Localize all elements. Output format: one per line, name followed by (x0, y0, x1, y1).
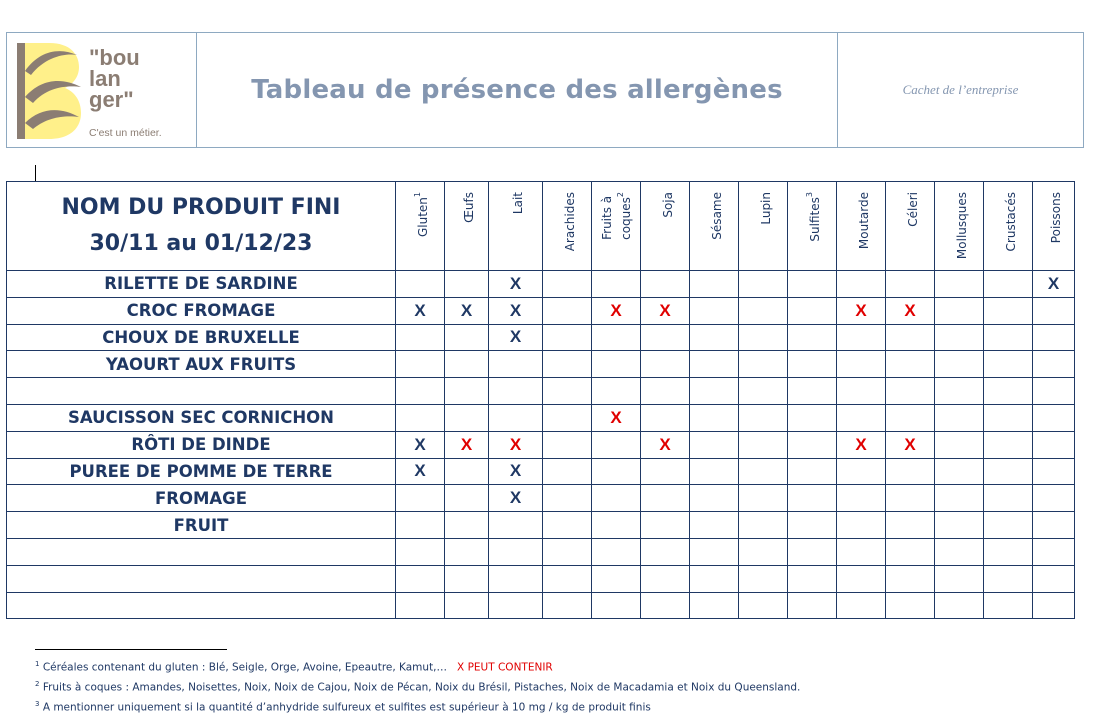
allergen-cell (935, 271, 984, 298)
allergen-cell (592, 458, 641, 485)
allergen-header (935, 182, 984, 271)
allergen-cell (788, 592, 837, 619)
allergen-cell (886, 297, 935, 324)
allergen-header (837, 182, 886, 271)
allergen-cell (592, 351, 641, 378)
allergen-cell (396, 538, 445, 565)
allergen-cell (739, 458, 788, 485)
allergen-cell (739, 565, 788, 592)
allergen-cell (543, 271, 592, 298)
allergen-cell (984, 458, 1033, 485)
allergen-cell (396, 592, 445, 619)
allergen-cell (788, 485, 837, 512)
contains-mark: X (460, 300, 473, 320)
allergen-header (788, 182, 837, 271)
allergen-cell (788, 351, 837, 378)
product-name-cell: CHOUX DE BRUXELLE (7, 324, 396, 351)
allergen-cell (592, 565, 641, 592)
allergen-label: Mollusques (954, 192, 969, 260)
title-cell (197, 33, 838, 147)
allergen-cell (489, 512, 543, 539)
allergen-label: Céleri (905, 192, 920, 227)
allergen-cell (1033, 351, 1075, 378)
allergen-cell (788, 565, 837, 592)
allergen-cell (641, 297, 690, 324)
allergen-cell (396, 485, 445, 512)
contains-mark: X (509, 273, 522, 293)
allergen-header (592, 182, 641, 271)
product-name-cell (7, 378, 396, 405)
allergen-cell (592, 512, 641, 539)
allergen-cell (690, 592, 739, 619)
allergen-cell (543, 592, 592, 619)
contains-mark: X (414, 300, 426, 320)
allergen-header (739, 182, 788, 271)
product-column-header (7, 182, 396, 271)
allergen-cell (935, 324, 984, 351)
contains-mark: X (414, 461, 426, 481)
legend-may-contain: X PEUT CONTENIR (457, 661, 553, 674)
allergen-label: Œufs (462, 192, 476, 223)
table-row (7, 485, 1075, 512)
document-header (6, 32, 1084, 148)
allergen-cell (543, 458, 592, 485)
allergen-cell (641, 404, 690, 431)
allergen-cell (1033, 458, 1075, 485)
allergen-cell (739, 351, 788, 378)
allergen-header (543, 182, 592, 271)
contains-mark: X (1047, 273, 1060, 293)
allergen-header (1033, 182, 1075, 271)
allergen-label: Sésame (709, 192, 724, 240)
may-contain-mark: X (610, 300, 622, 320)
allergen-cell (886, 431, 935, 458)
allergen-cell (445, 485, 489, 512)
allergen-cell (641, 485, 690, 512)
allergen-cell (592, 592, 641, 619)
logo-cell (7, 33, 197, 147)
allergen-cell (489, 324, 543, 351)
allergen-cell (445, 458, 489, 485)
allergen-cell (445, 324, 489, 351)
table-row (7, 565, 1075, 592)
allergen-cell (739, 271, 788, 298)
table-header-row (7, 182, 1075, 271)
product-name-cell: PUREE DE POMME DE TERRE (7, 458, 396, 485)
allergen-cell (1033, 431, 1075, 458)
allergen-cell (543, 297, 592, 324)
allergen-cell (489, 592, 543, 619)
footnote-separator (35, 649, 227, 650)
footnotes (35, 656, 800, 716)
allergen-cell (690, 378, 739, 405)
allergen-cell (641, 324, 690, 351)
allergen-cell (690, 512, 739, 539)
allergen-cell (445, 592, 489, 619)
table-body (7, 271, 1075, 619)
allergen-cell (788, 271, 837, 298)
allergen-cell (489, 271, 543, 298)
allergen-cell (984, 565, 1033, 592)
allergen-cell (837, 351, 886, 378)
allergen-cell (592, 485, 641, 512)
allergen-cell (445, 512, 489, 539)
table-row (7, 324, 1075, 351)
product-name-cell: RÔTI DE DINDE (7, 431, 396, 458)
product-name-cell (7, 565, 396, 592)
allergen-cell (445, 404, 489, 431)
allergen-cell (984, 404, 1033, 431)
allergen-cell (739, 324, 788, 351)
allergen-cell (837, 458, 886, 485)
allergen-cell (489, 458, 543, 485)
allergen-cell (984, 378, 1033, 405)
table-row (7, 458, 1075, 485)
allergen-cell (489, 378, 543, 405)
product-name-cell: FROMAGE (7, 485, 396, 512)
allergen-cell (935, 485, 984, 512)
contains-mark: X (509, 488, 522, 508)
allergen-cell (1033, 271, 1075, 298)
allergen-cell (837, 485, 886, 512)
allergen-cell (592, 297, 641, 324)
text-cursor (35, 165, 36, 181)
allergen-cell (1033, 565, 1075, 592)
allergen-cell (984, 271, 1033, 298)
allergen-label: Poissons (1049, 192, 1063, 244)
allergen-cell (489, 431, 543, 458)
contains-mark: X (509, 300, 522, 320)
footnote-3: $^3$ A mentionner uniquement si la quantité d’anhydride sulfureux et sulfites est supérieur à 10 mg / kg de produit finis (35, 700, 651, 714)
allergen-cell (837, 592, 886, 619)
allergen-cell (788, 431, 837, 458)
allergen-cell (1033, 378, 1075, 405)
allergen-cell (690, 458, 739, 485)
allergen-label: Fruits à coques$^2$ (599, 192, 633, 240)
allergen-cell (886, 404, 935, 431)
contains-mark: X (509, 461, 522, 481)
allergen-header (886, 182, 935, 271)
allergen-label: Crustacés (1003, 192, 1018, 252)
allergen-cell (543, 538, 592, 565)
product-name-cell: CROC FROMAGE (7, 297, 396, 324)
allergen-cell (935, 538, 984, 565)
allergen-cell (690, 271, 739, 298)
allergen-cell (984, 324, 1033, 351)
allergen-cell (788, 512, 837, 539)
allergen-cell (886, 538, 935, 565)
allergen-cell (788, 297, 837, 324)
product-name-cell: YAOURT AUX FRUITS (7, 351, 396, 378)
allergen-label: Arachides (562, 192, 577, 252)
may-contain-mark: X (610, 407, 622, 427)
allergen-cell (445, 351, 489, 378)
product-header-title: NOM DU PRODUIT FINI (61, 195, 341, 220)
allergen-label: Moutarde (856, 192, 871, 250)
allergen-cell (837, 271, 886, 298)
allergen-cell (489, 538, 543, 565)
allergen-cell (1033, 592, 1075, 619)
allergen-cell (788, 538, 837, 565)
table-row (7, 271, 1075, 298)
allergen-cell (984, 538, 1033, 565)
allergen-cell (641, 512, 690, 539)
allergen-cell (641, 378, 690, 405)
allergen-cell (739, 378, 788, 405)
allergen-header (690, 182, 739, 271)
allergen-cell (837, 324, 886, 351)
allergen-cell (690, 431, 739, 458)
footnote-1: $^1$ Céréales contenant du gluten : Blé, Seigle, Orge, Avoine, Epeautre, Kamut,… X PEUT CONTENIR (35, 660, 553, 674)
allergen-cell (445, 271, 489, 298)
allergen-cell (690, 538, 739, 565)
allergen-cell (543, 512, 592, 539)
allergen-cell (396, 351, 445, 378)
allergen-header (984, 182, 1033, 271)
allergen-cell (641, 271, 690, 298)
allergen-cell (641, 458, 690, 485)
allergen-cell (489, 404, 543, 431)
allergen-header (445, 182, 489, 271)
allergen-cell (788, 404, 837, 431)
allergen-cell (489, 485, 543, 512)
allergen-cell (396, 378, 445, 405)
allergen-cell (739, 592, 788, 619)
allergen-cell (396, 404, 445, 431)
product-name-cell: RILETTE DE SARDINE (7, 271, 396, 298)
allergen-cell (837, 538, 886, 565)
allergen-cell (935, 565, 984, 592)
product-name-cell: FRUIT (7, 512, 396, 539)
allergen-cell (935, 512, 984, 539)
allergen-cell (984, 351, 1033, 378)
allergen-cell (837, 404, 886, 431)
product-name-cell (7, 592, 396, 619)
allergen-cell (935, 431, 984, 458)
allergen-cell (1033, 297, 1075, 324)
allergen-cell (396, 512, 445, 539)
allergen-header (641, 182, 690, 271)
allergen-cell (788, 458, 837, 485)
allergen-cell (445, 378, 489, 405)
allergen-cell (592, 431, 641, 458)
table-row (7, 592, 1075, 619)
footnote-2: $^2$ Fruits à coques : Amandes, Noisettes, Noix, Noix de Cajou, Noix de Pécan, Noix du Brésil, Pistaches, Noix de Macadamia et Noix du Queensland. (35, 680, 801, 694)
allergen-cell (886, 485, 935, 512)
product-header-dates: 30/11 au 01/12/23 (89, 231, 313, 256)
may-contain-mark: X (855, 300, 867, 320)
allergen-cell (739, 485, 788, 512)
table-row (7, 431, 1075, 458)
allergen-cell (935, 378, 984, 405)
allergen-cell (886, 271, 935, 298)
allergen-cell (445, 538, 489, 565)
allergen-cell (739, 512, 788, 539)
allergen-cell (837, 378, 886, 405)
allergen-cell (837, 512, 886, 539)
contains-mark: X (509, 327, 522, 347)
may-contain-mark: X (460, 434, 473, 454)
allergen-cell (592, 324, 641, 351)
table-row (7, 512, 1075, 539)
allergen-cell (641, 431, 690, 458)
allergen-cell (641, 565, 690, 592)
allergen-cell (543, 404, 592, 431)
may-contain-mark: X (904, 300, 916, 320)
allergen-cell (1033, 404, 1075, 431)
allergen-label: Soja (660, 192, 675, 218)
allergen-cell (788, 324, 837, 351)
allergen-cell (1033, 538, 1075, 565)
company-stamp-cell (838, 33, 1083, 147)
allergen-cell (935, 297, 984, 324)
allergen-cell (690, 565, 739, 592)
allergen-cell (886, 324, 935, 351)
allergen-cell (886, 351, 935, 378)
allergen-cell (543, 378, 592, 405)
allergen-header (396, 182, 445, 271)
may-contain-mark: X (659, 434, 671, 454)
may-contain-mark: X (904, 434, 916, 454)
allergen-cell (396, 324, 445, 351)
allergen-cell (935, 458, 984, 485)
boulanger-b-logo-icon (15, 41, 81, 141)
allergen-cell (690, 404, 739, 431)
allergen-cell (739, 431, 788, 458)
allergen-cell (445, 565, 489, 592)
table-row (7, 404, 1075, 431)
allergen-cell (886, 378, 935, 405)
allergen-cell (739, 404, 788, 431)
allergen-table (6, 181, 1075, 619)
allergen-label: Lupin (758, 192, 773, 225)
allergen-cell (489, 351, 543, 378)
allergen-cell (592, 538, 641, 565)
allergen-cell (592, 404, 641, 431)
company-stamp-label: Cachet de l’entreprise (902, 82, 1019, 97)
allergen-cell (739, 538, 788, 565)
allergen-cell (886, 512, 935, 539)
allergen-cell (935, 592, 984, 619)
allergen-cell (543, 431, 592, 458)
allergen-cell (396, 431, 445, 458)
allergen-cell (641, 351, 690, 378)
logo-tagline: C'est un métier. (89, 127, 162, 139)
allergen-cell (984, 297, 1033, 324)
allergen-cell (886, 565, 935, 592)
table-row (7, 351, 1075, 378)
allergen-cell (489, 565, 543, 592)
allergen-cell (690, 297, 739, 324)
may-contain-mark: X (855, 434, 867, 454)
logo-wordmark: "bou lan ger" (89, 45, 140, 112)
product-name-cell: SAUCISSON SEC CORNICHON (7, 404, 396, 431)
allergen-cell (690, 351, 739, 378)
allergen-cell (837, 431, 886, 458)
allergen-cell (543, 485, 592, 512)
allergen-cell (984, 431, 1033, 458)
table-row (7, 378, 1075, 405)
page-title: Tableau de présence des allergènes (251, 75, 783, 105)
allergen-cell (984, 512, 1033, 539)
table-row (7, 297, 1075, 324)
allergen-cell (592, 378, 641, 405)
allergen-cell (1033, 485, 1075, 512)
allergen-cell (396, 458, 445, 485)
allergen-cell (935, 404, 984, 431)
allergen-cell (837, 565, 886, 592)
allergen-label: Lait (511, 192, 525, 215)
allergen-cell (489, 297, 543, 324)
allergen-cell (739, 297, 788, 324)
allergen-cell (788, 378, 837, 405)
allergen-label: Sulfites$^3$ (804, 192, 822, 242)
allergen-cell (396, 271, 445, 298)
allergen-cell (396, 565, 445, 592)
allergen-cell (543, 565, 592, 592)
allergen-cell (543, 324, 592, 351)
allergen-cell (935, 351, 984, 378)
allergen-cell (837, 297, 886, 324)
allergen-cell (984, 592, 1033, 619)
allergen-cell (1033, 324, 1075, 351)
contains-mark: X (414, 434, 426, 454)
allergen-cell (543, 351, 592, 378)
allergen-cell (886, 458, 935, 485)
allergen-cell (445, 431, 489, 458)
may-contain-mark: X (509, 434, 522, 454)
table-row (7, 538, 1075, 565)
product-name-cell (7, 538, 396, 565)
allergen-cell (690, 485, 739, 512)
allergen-cell (641, 592, 690, 619)
allergen-cell (592, 271, 641, 298)
allergen-cell (396, 297, 445, 324)
allergen-cell (690, 324, 739, 351)
allergen-cell (445, 297, 489, 324)
allergen-header (489, 182, 543, 271)
allergen-cell (886, 592, 935, 619)
allergen-cell (984, 485, 1033, 512)
allergen-cell (1033, 512, 1075, 539)
allergen-cell (641, 538, 690, 565)
allergen-label: Gluten$^1$ (412, 192, 430, 238)
may-contain-mark: X (659, 300, 671, 320)
